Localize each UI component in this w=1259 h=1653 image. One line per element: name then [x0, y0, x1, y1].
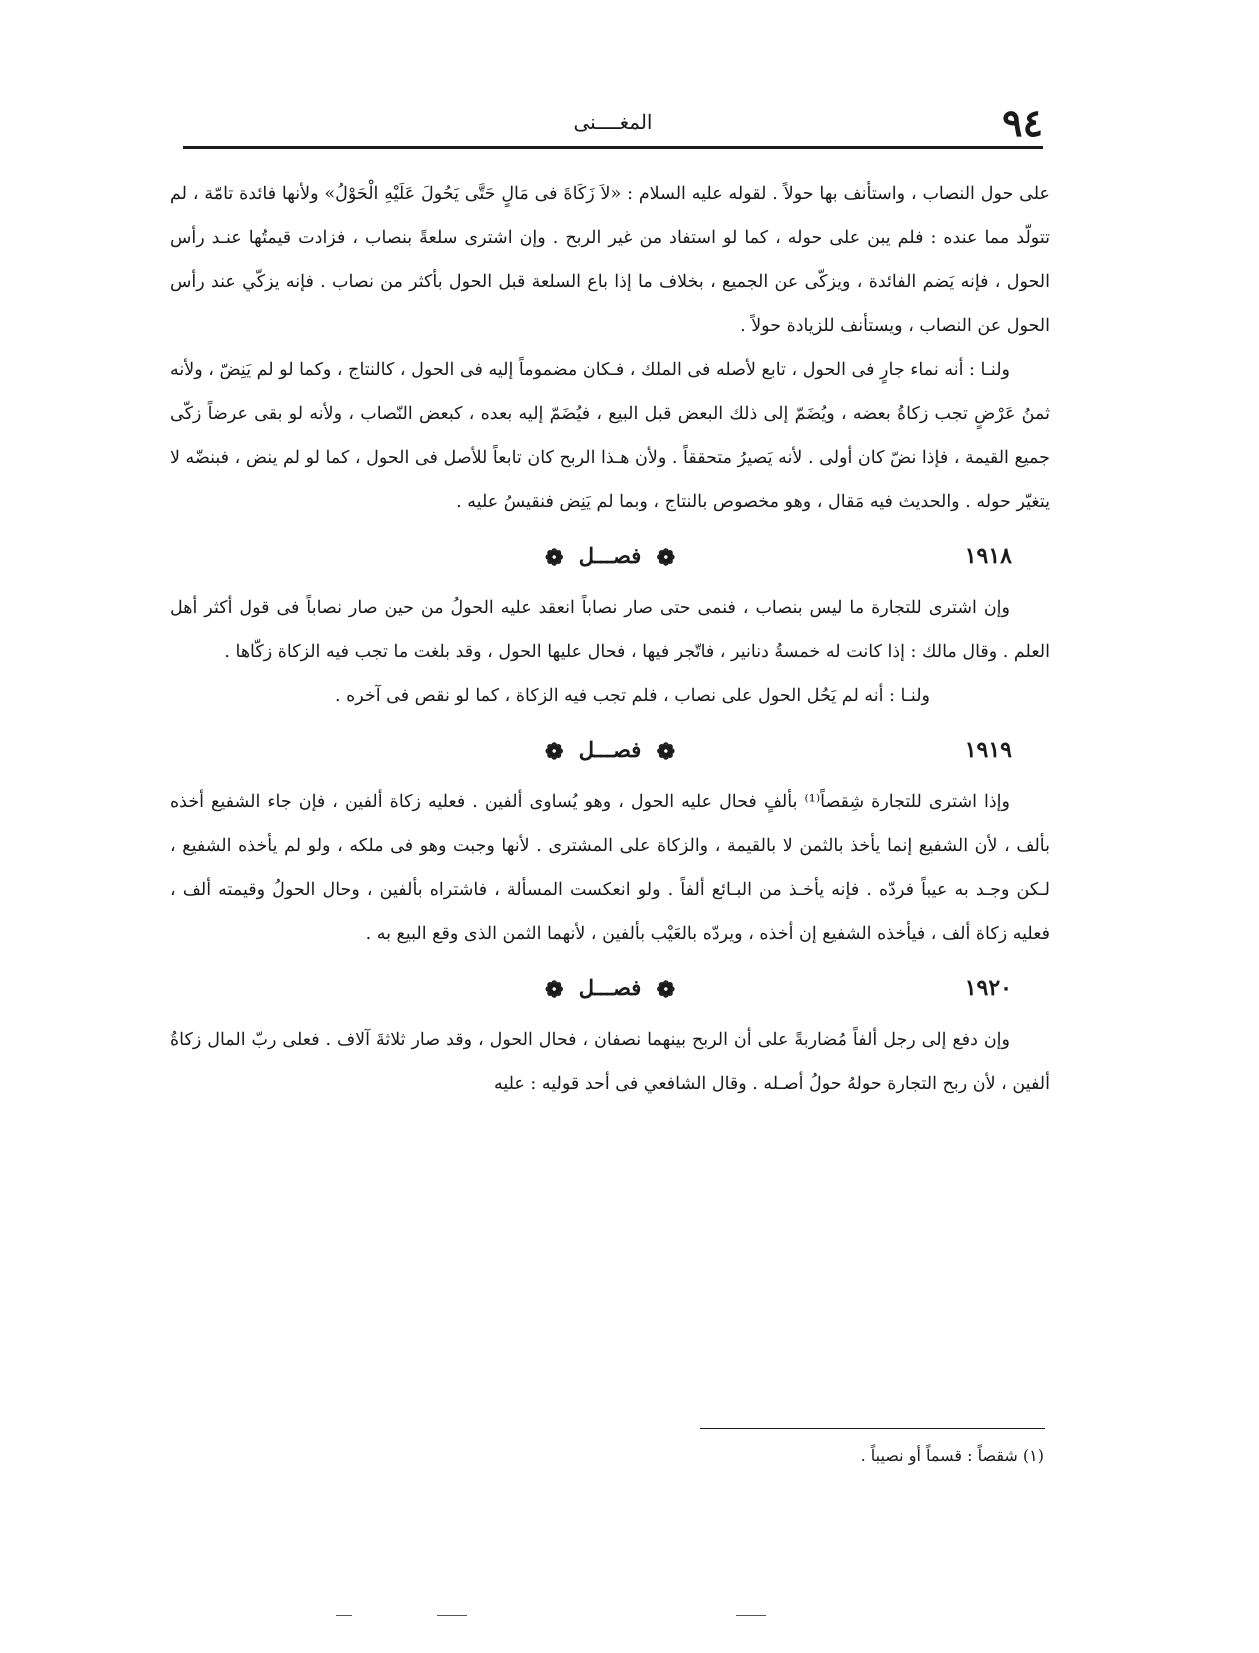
scan-mark: [437, 1615, 467, 1616]
paragraph-argument: ولنـا : أنه نماء جارٍ فى الحول ، تابع لأصله فى الملك ، فـكان مضموماً إليه فى الحول ، كالنتاج ، وكما لو لم يَنِضّ ، ولأنه ثمنُ عَرْضٍ تجب زكاةُ بعضه ، ويُضَمّ إلى ذلك البعض قبل البيع ، فيُضَمّ إليه بعده ، كبعض النّصاب ، ولأنه لو بقى عرضاً زكّى جميع القيمة ، فإذا نضّ كان أولى . لأنه يَصيرُ متحققاً . ولأن هـذا الربح كان تابعاً للأصل فى الحول ، كما لو لم ينض ، فبنضّه لا يتغيّر حوله . والحديث فيه مَقال ، وهو مخصوص بالنتاج ، وبما لم يَنِض فنقيسُ عليه .: [170, 360, 1050, 512]
header-rule: [183, 146, 1043, 149]
section-1918-paragraph-2: ولنـا : أنه لم يَحُل الحول على نصاب ، فلم تجب فيه الزكاة ، كما لو نقص فى آخره .: [334, 686, 930, 706]
running-title: المغــــنى: [573, 110, 653, 134]
body-text: [170, 172, 1050, 1106]
section-title: [170, 728, 1050, 774]
ornament-icon: ❁: [656, 544, 676, 571]
section-title: [170, 534, 1050, 580]
page-header: [183, 100, 1043, 146]
section-title-text: فصـــل: [578, 975, 642, 1000]
section-1918-paragraph-1: وإن اشترى للتجارة ما ليس بنصاب ، فنمى حتى صار نصاباً انعقد عليه الحولُ من حين صار نصاباً فى قول أكثر أهل العلم . وقال مالك : إذا كانت له خمسةُ دنانير ، فاتّجر فيها ، فحال عليها الحول ، وقد بلغت ما تجب فيه الزكاة زكّاها .: [170, 598, 1050, 662]
section-1920-paragraph-1: وإن دفع إلى رجل ألفاً مُضاربةً على أن الربح بينهما نصفان ، فحال الحول ، وقد صار ثلاثةَ آلاف . فعلى ربّ المال زكاةُ ألفين ، لأن ربح التجارة حولهُ حولُ أصـله . وقال الشافعي فى أحد قوليه : عليه: [170, 1030, 1050, 1094]
ornament-icon: ❁: [656, 976, 676, 1003]
section-title-text: فصـــل: [578, 737, 642, 762]
scan-mark: [336, 1615, 352, 1616]
ornament-icon: ❁: [544, 976, 564, 1003]
section-1919-paragraph-1: وإذا اشترى للتجارة شِقصاً⁽¹⁾ بألفٍ فحال عليه الحول ، وهو يُساوى ألفين . فعليه زكاة ألفين ، فإن جاء الشفيع أخذه بألف ، لأن الشفيع إنما يأخذ بالثمن لا بالقيمة ، والزكاة على المشترى . لأنها وجبت وهو فى ملكه ، ولو لم يأخذه الشفيع ، لـكن وجـد به عيباً فردّه . فإنه يأخـذ من البـائع ألفاً . ولو انعكست المسألة ، فاشتراه بألفين ، وحال الحولُ وقيمته ألف ، فعليه زكاة ألف ، فيأخذه الشفيع إن أخذه ، ويردّه بالعَيْب بألفين ، لأنهما الثمن الذى وقع البيع به .: [170, 792, 1050, 944]
footnote: (١) شقصاً : قسماً أو نصيباً .: [860, 1446, 1044, 1465]
ornament-icon: ❁: [656, 738, 676, 765]
section-heading-1920: [170, 956, 1050, 1018]
section-number: ١٩١٩: [964, 737, 1012, 763]
scan-mark: [736, 1615, 766, 1616]
section-number: ١٩١٨: [964, 543, 1012, 569]
section-title: [170, 966, 1050, 1012]
section-title-text: فصـــل: [578, 543, 642, 568]
ornament-icon: ❁: [544, 738, 564, 765]
paragraph-continuation: على حول النصاب ، واستأنف بها حولاً . لقوله عليه السلام : «لاَ زَكَاةَ فى مَالٍ حَتَّى يَحُولَ عَلَيْهِ الْحَوْلُ» ولأنها فائدة تامّة ، لم تتولّد مما عنده : فلم يبن على حوله ، كما لو استفاد من غير الربح . وإن اشترى سلعةً بنصاب ، فزادت قيمتُها عنـد رأس الحول ، فإنه يَضم الفائدة ، ويزكّى عن الجميع ، بخلاف ما إذا باع السلعة قبل الحول بأكثر من نصاب . فإنه يزكّي عند رأس الحول عن النصاب ، ويستأنف للزيادة حولاً .: [170, 184, 1050, 336]
ornament-icon: ❁: [544, 544, 564, 571]
footnote-rule: [700, 1428, 1045, 1429]
page-number: ٩٤: [1002, 100, 1043, 145]
section-heading-1919: [170, 718, 1050, 780]
section-number: ١٩٢٠: [964, 975, 1012, 1001]
section-heading-1918: [170, 524, 1050, 586]
